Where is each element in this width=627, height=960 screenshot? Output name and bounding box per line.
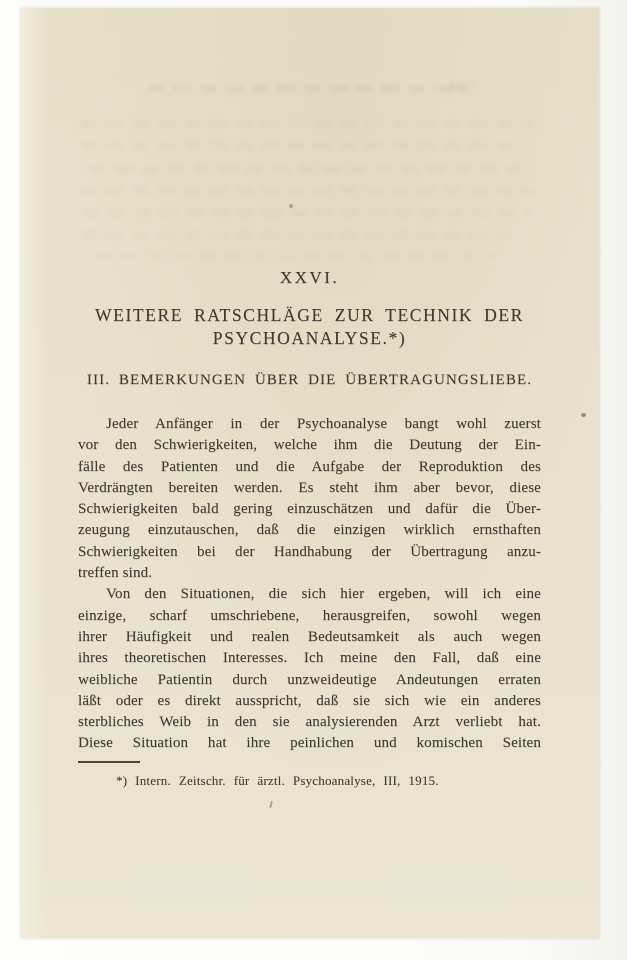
ink-speck: [269, 801, 273, 808]
body-text: [78, 414, 541, 755]
bleedthrough-line: [81, 231, 521, 239]
ink-speck: [581, 413, 586, 417]
text-line: treffen sind.: [78, 565, 153, 582]
chapter-title-line1: WEITERE RATSCHLÄGE ZUR TECHNIK DER: [95, 305, 524, 325]
bleedthrough-line: [91, 165, 521, 173]
text-line: Verdrängten bereiten werden. Es steht ihm aber bevor, diese: [78, 479, 541, 496]
chapter-number: XXVI.: [279, 268, 340, 287]
text-line: ihrer Häufigkeit und realen Bedeutsamkeit als auch wegen: [78, 628, 541, 645]
footnote-rule: [78, 761, 140, 763]
bleedthrough-line: [81, 120, 533, 128]
text-line: Schwierigkeiten bald gering einzuschätzen und dafür die Über-: [78, 501, 541, 518]
text-line: Schwierigkeiten bei der Handhabung der Übertragung anzu-: [78, 543, 541, 560]
text-line: sterbliches Weib in den sie analysierenden Arzt verliebt hat.: [78, 714, 541, 731]
bleedthrough-line: [81, 187, 536, 195]
text-line: Von den Situationen, die sich hier ergeben, will ich eine: [106, 586, 541, 603]
text-line: Jeder Anfänger in der Psychoanalyse bangt wohl zuerst: [106, 416, 541, 432]
footnote: *) Intern. Zeitschr. für ärztl. Psychoanalyse, III, 1915.: [116, 773, 439, 788]
bleedthrough-line: [81, 142, 521, 150]
text-line: vor den Schwierigkeiten, welche ihm die Deutung der Ein-: [78, 437, 541, 454]
bleedthrough-line: [96, 252, 496, 260]
bleedthrough-line: [83, 209, 531, 217]
ink-speck: [289, 204, 293, 208]
chapter-title: [68, 304, 551, 350]
text-line: Diese Situation hat ihre peinlichen und komischen Seiten: [78, 735, 541, 752]
text-line: zeugung einzutauschen, daß die einzigen wirklich ernsthaften: [78, 522, 541, 539]
chapter-title-line2: PSYCHOANALYSE.*): [212, 328, 407, 348]
text-line: fälle des Patienten und die Aufgabe der Reproduktion des: [78, 458, 541, 475]
bleedthrough-page-number: [449, 82, 475, 90]
text-line: einzige, scharf umschriebene, herausgreifen, sowohl wegen: [78, 607, 541, 624]
text-line: läßt oder es direkt ausspricht, daß sie sich wie ein anderes: [78, 692, 541, 709]
text-line: weibliche Patientin durch unzweideutige Andeutungen erraten: [78, 671, 541, 688]
text-line: ihres theoretischen Interesses. Ich meine den Fall, daß eine: [78, 650, 541, 667]
section-heading: III. BEMERKUNGEN ÜBER DIE ÜBERTRAGUNGSLIEBE.: [86, 372, 533, 388]
book-page-paper: [21, 8, 599, 938]
bleedthrough-line: [149, 85, 469, 93]
